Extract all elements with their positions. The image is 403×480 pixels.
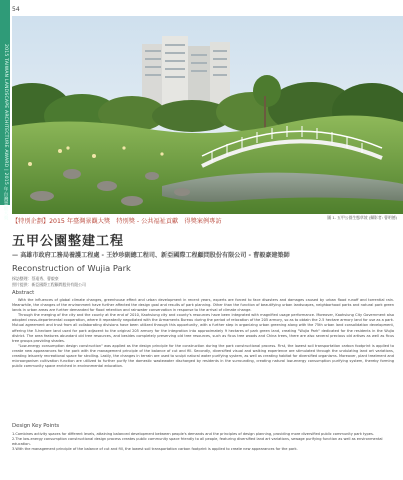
page-title: 五甲公園整建工程	[12, 234, 125, 249]
design-key-points-list	[12, 432, 396, 452]
page-subtitle: — 高雄市政府工務局養護工程處 - 王妙珍副總工程司、新亞國際工程顧問股份有限公司 - 曹毅豪建築師	[12, 252, 290, 259]
abstract-paragraph: Through the merging of the city and the county at the end of 2010, Kaohsiung city and county's resources have been integrated with magnified usage performance. Moreover, Kaohsiung City Government also adopted cross-departmental cooperation, where it repeatedly negotiated with the Armaments Bureau during the period of relocation of the 205 armory, so as to obtain the 2.5 hectare armory land for use as a park. Mutual agreement and trust from all collaborating divisions have been utilized through this opportunity, with a further step in organizing urban greening along with the 75th urban land consolidation development, offering the 5-hectare land used for park adjacent to the original 205 armory for the integration into approximately 9 hectares of park green land, creating "Wujia Park" dedicated for the residents in the Wujia district. The area features abundant old tree resources, and besides completely preserving old tree resources, such as ficus tree woods and China trees, there are also several precious old artises as well as ficus tree groups providing shades.	[12, 313, 394, 343]
abstract-heading: Abstract	[12, 290, 35, 296]
award-line: 【特別企劃】2015 年臺灣景觀大獎 特別獎 - 公共福祉貢獻 得獎案例專訪	[12, 218, 222, 225]
abstract-body	[12, 298, 394, 369]
design-point: 1.Combines activity spaces for different levels, attaining balanced development between people's demands and the principles of design planning, providing more diversified public community park types.	[12, 432, 374, 436]
design-point: 2.The low-energy consumption constructional design process creates public community space friendly to all people, featuring diversified land art variations, sewage purifying function as well as environmental education.	[12, 437, 383, 447]
design-key-points-heading: Design Key Points	[12, 423, 60, 429]
park-photo-illustration	[12, 16, 403, 214]
side-bar	[0, 0, 10, 221]
photo-credit: 圖 1. 五甲公園生態草坡 (攝影者: 曹明德)	[327, 215, 397, 220]
sidebar-text: 2015 TAIWAN LANDSCAPE ARCHITECTURE AWARD | 2015 年台灣景觀大獎	[3, 44, 8, 221]
park-photo	[12, 16, 403, 214]
english-title: Reconstruction of Wujia Park	[12, 263, 131, 273]
design-point: 3.With the management principle of the balance of cut and fill, the lowest soil transportation carbon footprint is applied to create new appearances for the park.	[12, 447, 298, 452]
abstract-paragraph: With the influences of global climate changes, greenhouse effect and urban development in recent years, experts are forced to face disasters and damages caused by urban flood runoff and torrential rain. Meanwhile, the changes of the environment have further affected the design goal and results of park planning. Other than the function of beautifying urban landscapes, neighborhood parks and natural park green lands in urban areas are further demanded for flood retention and rainwater conservation in response to the arrival of climate change.	[12, 298, 394, 313]
abstract-paragraph: "Low-energy consumption design construction" was applied as the design principle for the construction during the park constructional process. First, the lowest soil transportation carbon footprint is applied to create new appearances for the park with the management principle of the balance of cut and fill. Secondly, diversified visual and walking experience are stimulated through the undulating land art variations, creating leisurely recreational space for strolling. Lastly, the changes in terrain are used to sculpt natural water purifying system, as well as creating habitat for diversified organisms. Moreover, plant treatment and microorganism cultivation function are utilized to further purify the domestic wastewater discharged by residents in the surrounding, creating natural low-energy consumption purifying system, thereby forming public community space enriched in environmental education.	[12, 343, 394, 369]
photo-source-credit: 照片提供：新亞國際工程顧問股份有限公司	[12, 282, 86, 287]
page-number: 54	[12, 6, 20, 13]
interview-credit: 採訪整理：蔡遠秀、曹毅豪	[12, 276, 59, 281]
